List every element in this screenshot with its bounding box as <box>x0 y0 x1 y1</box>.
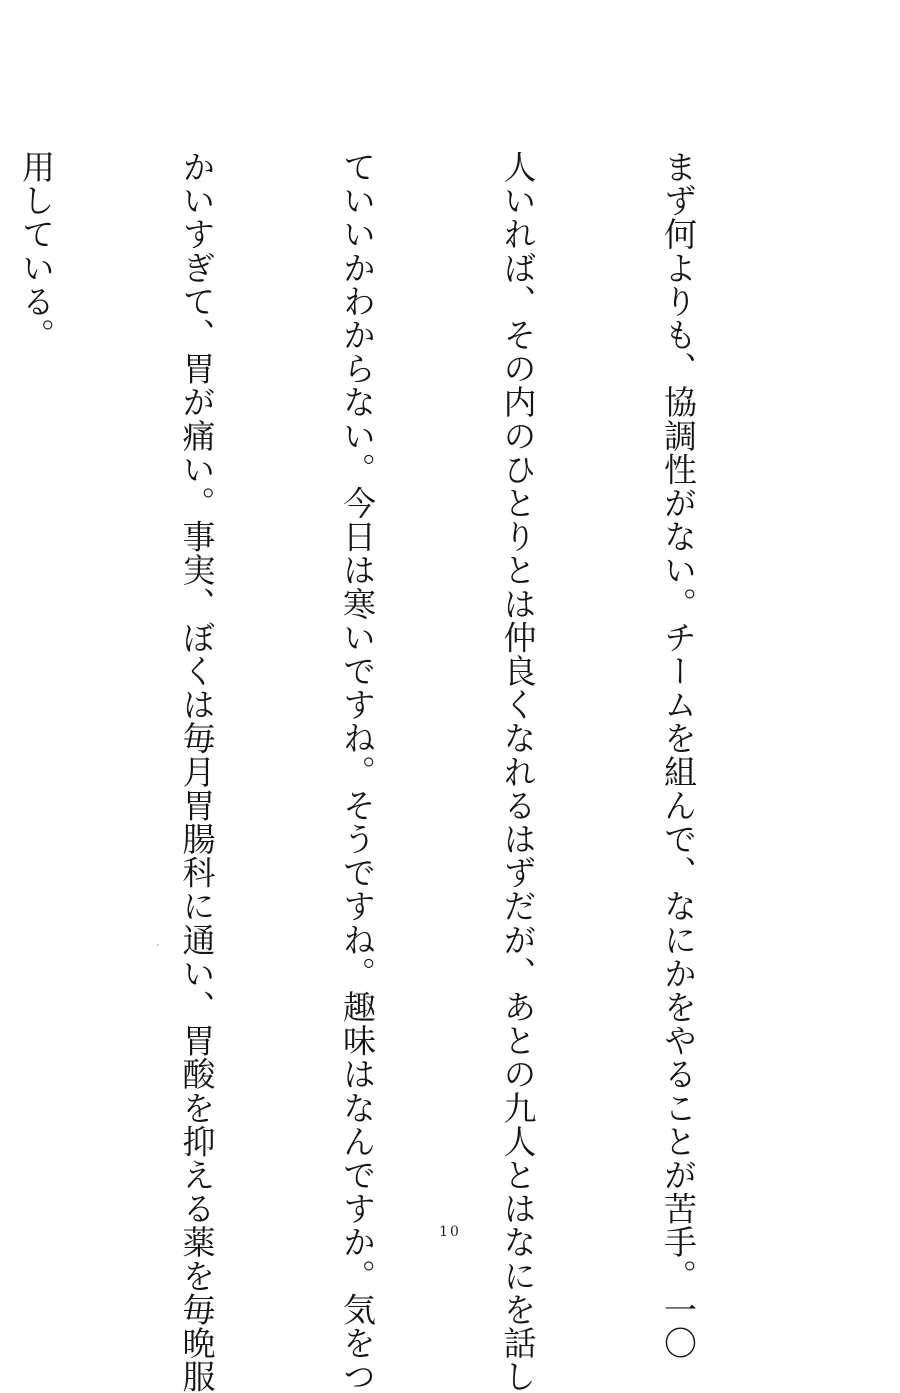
text-line: かいすぎて、胃が痛い。事実、ぼくは毎月胃腸科に通い、胃酸を抑える薬を毎晩服 <box>177 150 217 1393</box>
page-number: 10 <box>439 1224 461 1240</box>
text-line: まず何よりも、協調性がない。チームを組んで、なにかをやることが苦手。一〇 <box>659 150 698 1360</box>
text-line: ていいかわからない。今日は寒いですね。そうですね。趣味はなんですか。気をつ <box>338 150 377 1393</box>
text-line: 人いれば、その内のひとりとは仲良くなれるはずだが、あとの九人とはなにを話し <box>498 150 538 1393</box>
dust-speck <box>157 944 159 946</box>
text-line: 用している。 <box>17 150 56 352</box>
